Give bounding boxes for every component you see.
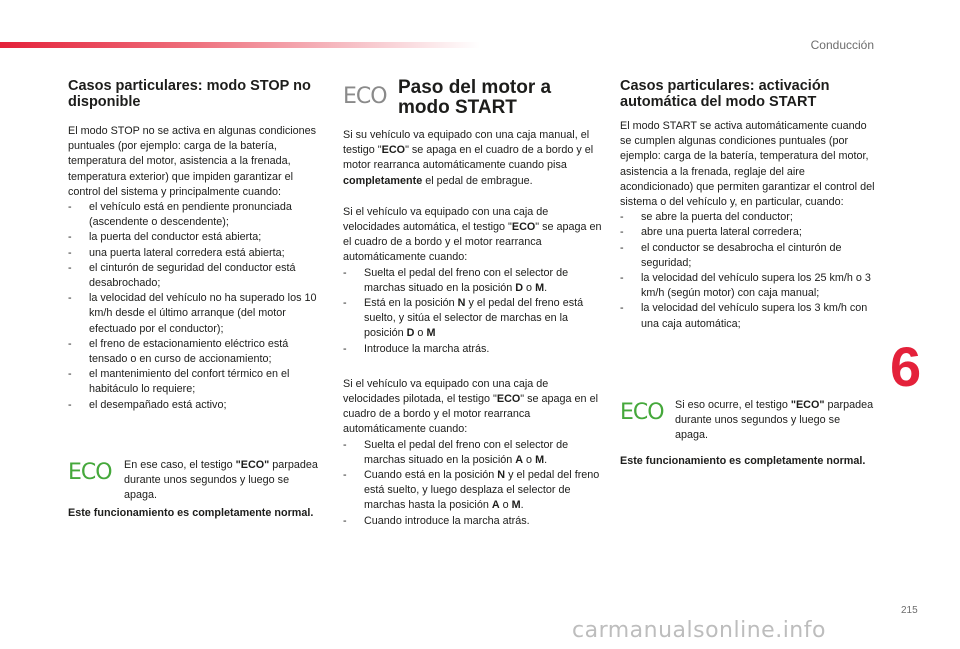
text: " se apaga en el cuadro de a bordo y el motor rearranca automáticamente cuando pisa <box>343 144 594 172</box>
text: ECO <box>381 144 406 157</box>
automatic-gearbox-paragraph <box>343 205 605 266</box>
piloted-conditions-list <box>343 438 605 529</box>
eco-icon: ECO <box>68 459 112 485</box>
text: D <box>406 327 415 340</box>
text: " se apaga en el cuadro de a bordo y el motor rearranca automáticamente cuando: <box>343 393 598 436</box>
header-color-bar <box>0 42 480 48</box>
list-item: - el desempañado está activo; <box>68 398 323 413</box>
list-item: - una puerta lateral corredera está abierta; <box>68 246 323 261</box>
text: M <box>535 453 545 466</box>
piloted-gearbox-paragraph <box>343 377 605 438</box>
column-start-auto <box>620 78 875 470</box>
list-item: - la velocidad del vehículo no ha superado los 10 km/h desde el último arranque (del motor efectuado por el conductor); <box>68 291 323 337</box>
text: o <box>414 327 427 340</box>
text: Suelta el pedal del freno con el selector de marchas situado en la posición <box>364 266 569 294</box>
column-start-mode <box>343 78 605 529</box>
list-item: - la velocidad del vehículo supera los 3 km/h con una caja automática; <box>620 301 875 331</box>
chapter-number: 6 <box>890 335 922 398</box>
text: D <box>515 281 524 294</box>
list-item <box>343 468 605 514</box>
text: y el pedal del freno está suelto, y sitúa el selector de marchas en la posición <box>364 297 584 340</box>
list-item <box>343 296 605 342</box>
section-title: Conducción <box>810 38 874 52</box>
text: o <box>499 499 512 512</box>
text: ECO <box>496 393 521 406</box>
text: Cuando está en la posición <box>364 469 498 482</box>
list-item <box>343 438 605 468</box>
manual-gearbox-paragraph <box>343 128 605 189</box>
normal-operation-note: Este funcionamiento es completamente normal. <box>620 455 866 468</box>
text: y el pedal del freno está suelto, y luego desplaza el selector de marchas hasta la posición <box>364 469 600 512</box>
text: . <box>520 499 524 512</box>
text: Está en la posición <box>364 297 458 310</box>
list-item: - la velocidad del vehículo supera los 25 km/h o 3 km/h (según motor) con caja manual; <box>620 271 875 301</box>
heading-start-auto: Casos particulares: activación automática del modo START <box>620 78 830 110</box>
stop-intro: El modo STOP no se activa en algunas condiciones puntuales (por ejemplo: carga de la batería, temperatura del motor, asistencia a la frenada, temperatura exterior) que impiden garantizar el control del sistema y principalmente cuando: <box>68 125 317 198</box>
heading-start-mode: Paso del motor a modo START <box>398 77 552 118</box>
list-item: - el mantenimiento del confort térmico en el habitáculo lo requiere; <box>68 367 323 397</box>
list-item: - el cinturón de seguridad del conductor está desabrochado; <box>68 261 323 291</box>
eco-note-bold: "ECO" <box>790 398 825 411</box>
list-item: - la puerta del conductor está abierta; <box>68 230 323 245</box>
list-item: - el freno de estacionamiento eléctrico está tensado o en curso de accionamiento; <box>68 337 323 367</box>
text: Suelta el pedal del freno con el selector de marchas situado en la posición <box>364 438 569 466</box>
text: o <box>523 281 536 294</box>
heading-stop-unavailable: Casos particulares: modo STOP no disponible <box>68 78 311 110</box>
stop-conditions-list <box>68 200 323 413</box>
text: Si el vehículo va equipado con una caja de velocidades automática, el testigo " <box>343 205 549 234</box>
list-item: - se abre la puerta del conductor; <box>620 210 875 225</box>
text: M <box>511 499 521 512</box>
start-intro: El modo START se activa automáticamente cuando se cumplen algunas condiciones puntuales (por ejemplo: carga de la batería, temperatura del motor, asistencia a la frenada, reglaje del aire acondicionado) que permiten garantizar el control del sistema o del vehículo y, en particular, cuando: <box>620 120 875 209</box>
eco-note-post: parpadea durante unos segundos y luego se apaga. <box>124 458 318 502</box>
eco-warning-note <box>68 458 323 504</box>
eco-note-pre: En ese caso, el testigo <box>124 458 236 471</box>
list-item: - el vehículo está en pendiente pronunciada (ascendente o descendente); <box>68 200 323 230</box>
page-number: 215 <box>901 605 918 616</box>
list-item: - Introduce la marcha atrás. <box>343 342 605 357</box>
text: M <box>426 327 436 340</box>
text: o <box>523 453 536 466</box>
list-item <box>343 266 605 296</box>
watermark: carmanualsonline.info <box>572 618 826 643</box>
automatic-conditions-list <box>343 266 605 357</box>
text: M <box>535 281 545 294</box>
eco-note-bold: "ECO" <box>235 458 270 471</box>
list-item: - Cuando introduce la marcha atrás. <box>343 514 605 529</box>
text: N <box>497 469 506 482</box>
text: A <box>491 499 500 512</box>
text: el pedal de embrague. <box>422 174 533 187</box>
eco-note-pre: Si eso ocurre, el testigo <box>675 398 791 411</box>
text: " se apaga en el cuadro de a bordo y el motor rearranca automáticamente cuando: <box>343 221 602 264</box>
eco-warning-note <box>620 398 875 444</box>
text: completamente <box>343 174 423 187</box>
start-heading-row <box>343 78 605 118</box>
text: . <box>544 453 548 466</box>
text: A <box>515 453 524 466</box>
list-item: - abre una puerta lateral corredera; <box>620 225 875 240</box>
eco-icon: ECO <box>620 399 664 425</box>
text: ECO <box>511 221 536 234</box>
column-stop-unavailable <box>68 78 323 522</box>
normal-operation-note: Este funcionamiento es completamente normal. <box>68 507 314 520</box>
text: . <box>544 281 548 294</box>
text: Si el vehículo va equipado con una caja de velocidades pilotada, el testigo " <box>343 377 549 406</box>
text: Si su vehículo va equipado con una caja manual, el testigo " <box>343 129 590 157</box>
text: N <box>457 297 466 310</box>
eco-icon: ECO <box>343 84 387 109</box>
start-conditions-list <box>620 210 875 332</box>
list-item: - el conductor se desabrocha el cinturón de seguridad; <box>620 241 875 271</box>
eco-note-post: parpadea durante unos segundos y luego se apaga. <box>675 398 874 442</box>
